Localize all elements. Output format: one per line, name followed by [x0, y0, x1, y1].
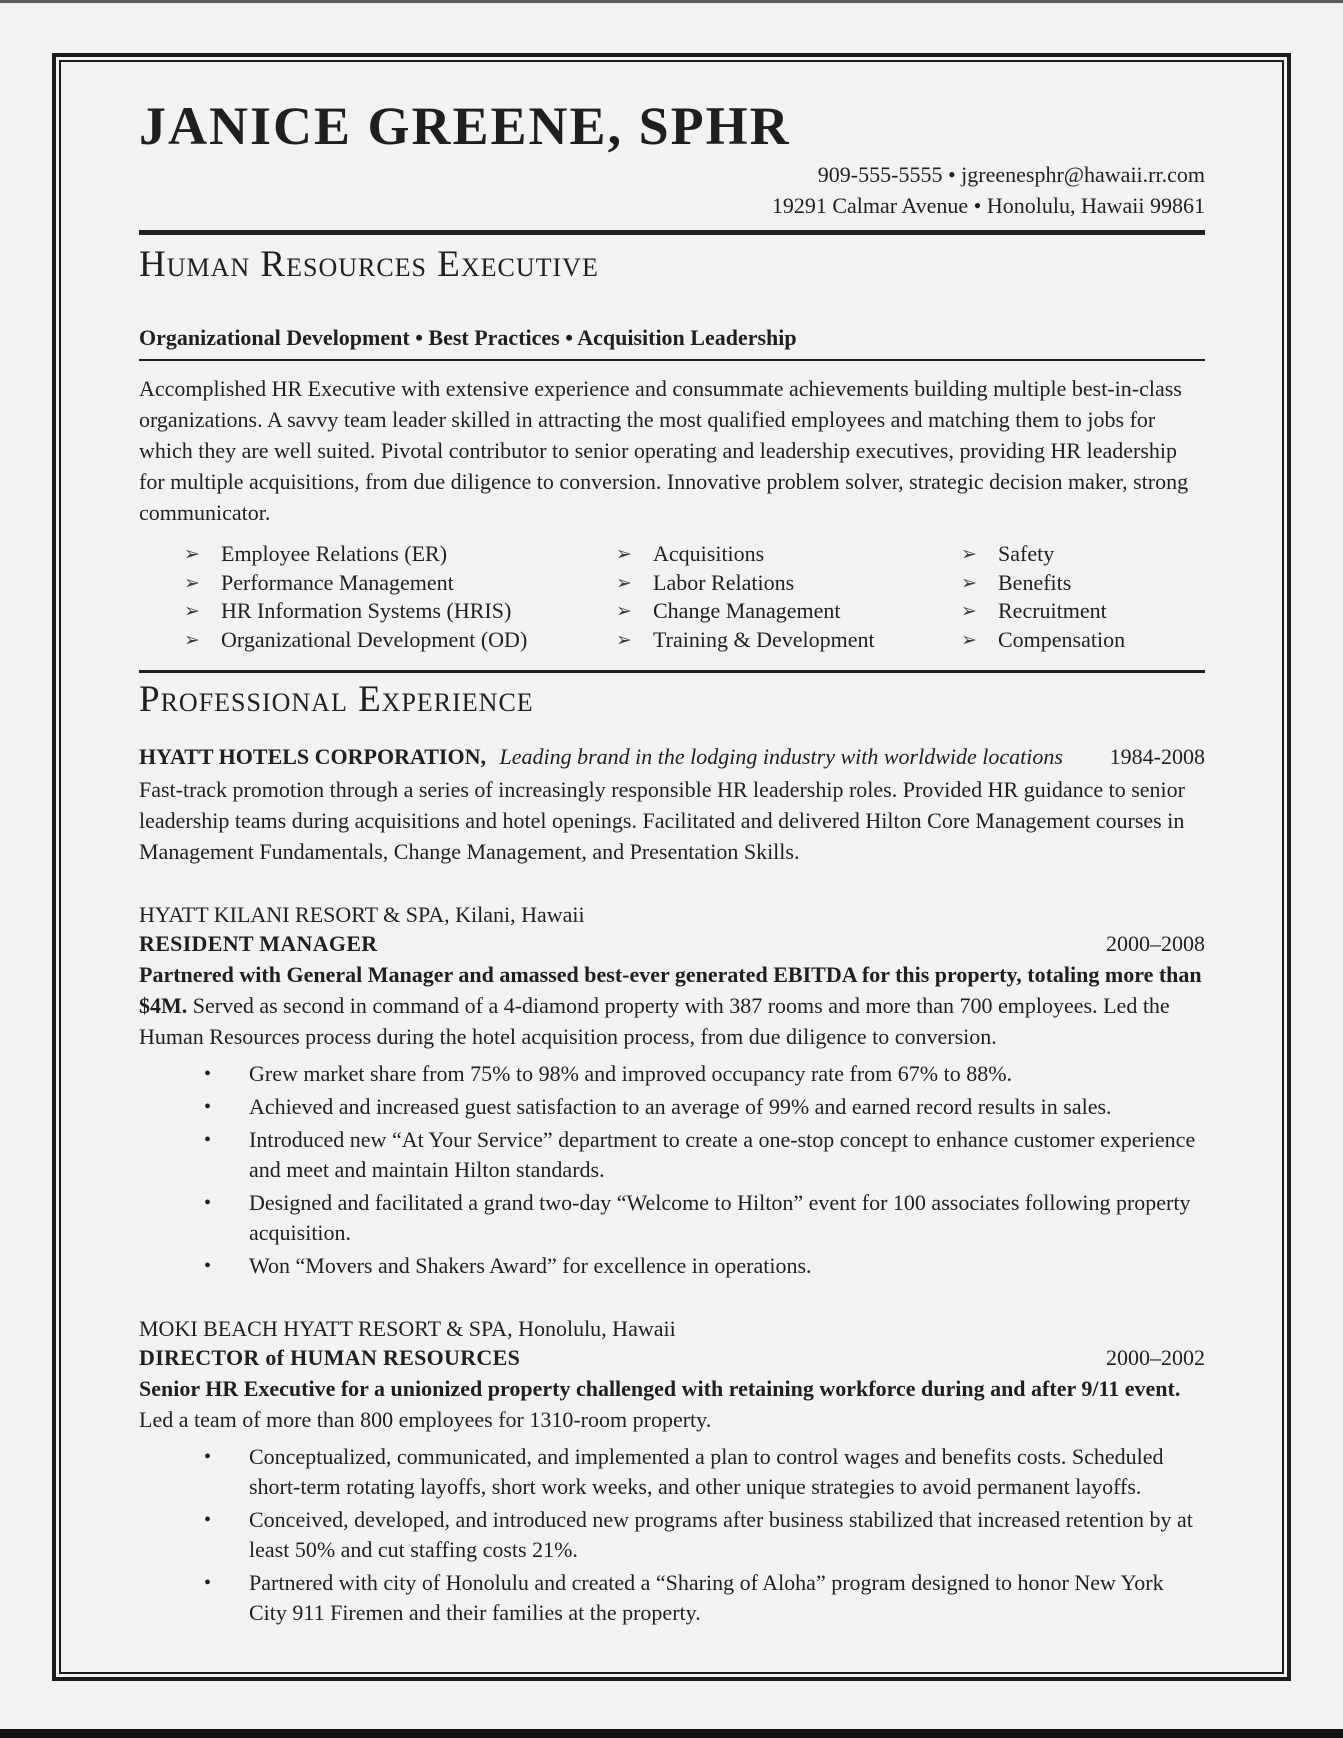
- skill-label: Employee Relations (ER): [221, 541, 448, 566]
- job-bullet-list: [139, 1059, 1205, 1281]
- skill-item: [184, 569, 616, 598]
- skill-item: [961, 626, 1205, 655]
- job-lead-paragraph: [139, 1373, 1205, 1435]
- list-item: [139, 1568, 1205, 1628]
- skill-label: Labor Relations: [653, 569, 795, 595]
- arrow-bullet-icon: ➢: [961, 628, 977, 651]
- section-divider: [139, 670, 1205, 673]
- company-name-desc: [139, 742, 1063, 771]
- dot-bullet-icon: •: [204, 1509, 212, 1531]
- company-dates: 1984-2008: [1109, 744, 1205, 769]
- skill-item: [184, 540, 616, 569]
- job-lead-highlight: Partnered with General Manager and amassed best-ever generated EBITDA for this property, totaling more than $4M.: [139, 962, 1202, 1018]
- list-item: [139, 1188, 1205, 1248]
- arrow-bullet-icon: ➢: [184, 628, 200, 651]
- bullet-text: Introduced new “At Your Service” department to create a one-stop concept to enhance customer experience and meet and maintain Hilton standards.: [249, 1127, 1196, 1182]
- skill-label: Compensation: [998, 626, 1126, 652]
- list-item: [139, 1251, 1205, 1281]
- list-item: [139, 1059, 1205, 1089]
- arrow-bullet-icon: ➢: [616, 571, 632, 594]
- bullet-text: Designed and facilitated a grand two-day “Welcome to Hilton” event for 100 associates following property acquisition.: [249, 1190, 1191, 1245]
- skill-label: HR Information Systems (HRIS): [221, 598, 512, 623]
- list-item: [139, 1092, 1205, 1122]
- candidate-name: JANICE GREENE, SPHR: [139, 96, 791, 156]
- dot-bullet-icon: •: [204, 1446, 212, 1468]
- list-item: [139, 1505, 1205, 1565]
- page-top-edge: [0, 0, 1343, 3]
- bullet-text: Achieved and increased guest satisfaction to an average of 99% and earned record results in sales.: [249, 1094, 1112, 1119]
- skill-label: Recruitment: [998, 598, 1107, 623]
- skill-item: [184, 626, 616, 655]
- arrow-bullet-icon: ➢: [616, 628, 632, 651]
- role-title: Human Resources Executive: [139, 244, 599, 285]
- job-lead-paragraph: [139, 959, 1205, 1052]
- job-dates: 2000–2002: [1106, 1345, 1205, 1370]
- job-location: HYATT KILANI RESORT & SPA, Kilani, Hawaii: [139, 902, 585, 927]
- company-name: HYATT HOTELS CORPORATION,: [139, 744, 486, 769]
- arrow-bullet-icon: ➢: [184, 571, 200, 594]
- skill-item: [961, 569, 1205, 598]
- arrow-bullet-icon: ➢: [616, 543, 632, 565]
- experience-heading: Professional Experience: [139, 679, 534, 720]
- job-title: RESIDENT MANAGER: [139, 931, 378, 956]
- arrow-bullet-icon: ➢: [961, 543, 977, 565]
- summary-paragraph: Accomplished HR Executive with extensive experience and consummate achievements building multiple best-in-class organizations. A savvy team leader skilled in attracting the most qualified employees and matching them to jobs for which they are well suited. Pivotal contributor to senior operating and leadership executives, providing HR leadership for multiple acquisitions, from due diligence to conversion. Innovative problem solver, strategic decision maker, strong communicator.: [139, 376, 1189, 525]
- skills-grid: [139, 540, 1205, 654]
- bullet-text: Won “Movers and Shakers Award” for excellence in operations.: [249, 1253, 812, 1278]
- contact-phone-email: 909-555-5555 • jgreenesphr@hawaii.rr.com: [817, 162, 1205, 187]
- dot-bullet-icon: •: [204, 1063, 212, 1085]
- skill-item: [961, 540, 1205, 569]
- company-summary: Fast-track promotion through a series of increasingly responsible HR leadership roles. Provided HR guidance to senior leadership teams during acquisitions and hotel openings. Facilitated and delivered Hilton Core Management courses in Management Fundamentals, Change Management, and Presentation Skills.: [139, 777, 1185, 864]
- company-header: [139, 742, 1205, 771]
- skill-label: Safety: [998, 541, 1055, 566]
- skill-label: Benefits: [998, 569, 1072, 595]
- skill-item: [616, 569, 961, 598]
- job-title-line: [139, 1343, 1205, 1373]
- bullet-text: Conceived, developed, and introduced new programs after business stabilized that increased retention by at least 50% and cut staffing costs 21%.: [249, 1507, 1193, 1562]
- page-bottom-edge: [0, 1729, 1343, 1738]
- dot-bullet-icon: •: [204, 1255, 212, 1277]
- job-bullet-list: [139, 1442, 1205, 1628]
- summary-tagline: Organizational Development • Best Practices • Acquisition Leadership: [139, 325, 1205, 361]
- dot-bullet-icon: •: [204, 1129, 212, 1151]
- skill-label: Acquisitions: [653, 541, 765, 566]
- dot-bullet-icon: •: [204, 1572, 212, 1594]
- job-title-line: [139, 929, 1205, 959]
- arrow-bullet-icon: ➢: [616, 600, 632, 622]
- bullet-text: Conceptualized, communicated, and implemented a plan to control wages and benefits costs. Scheduled short-term rotating layoffs, short work weeks, and other unique strategies to avoid permanent layoffs.: [249, 1444, 1164, 1499]
- bullet-text: Grew market share from 75% to 98% and improved occupancy rate from 67% to 88%.: [249, 1061, 1013, 1086]
- job-lead-highlight: Senior HR Executive for a unionized property challenged with retaining workforce during and after 9/11 event.: [139, 1376, 1181, 1401]
- skill-item: [961, 597, 1205, 626]
- skill-label: Change Management: [653, 598, 841, 623]
- skill-item: [184, 597, 616, 626]
- list-item: [139, 1125, 1205, 1185]
- dot-bullet-icon: •: [204, 1096, 212, 1118]
- job-lead-rest: Served as second in command of a 4-diamond property with 387 rooms and more than 700 employees. Led the Human Resources process during the hotel acquisition process, from due diligence to conversion.: [139, 993, 1170, 1049]
- skill-label: Organizational Development (OD): [221, 626, 528, 652]
- job-dates: 2000–2008: [1106, 931, 1205, 956]
- job-title: DIRECTOR of HUMAN RESOURCES: [139, 1345, 521, 1370]
- arrow-bullet-icon: ➢: [184, 543, 200, 565]
- company-descriptor: Leading brand in the lodging industry with worldwide locations: [499, 744, 1063, 769]
- dot-bullet-icon: •: [204, 1192, 212, 1214]
- contact-address: 19291 Calmar Avenue • Honolulu, Hawaii 99861: [771, 193, 1205, 218]
- bullet-text: Partnered with city of Honolulu and created a “Sharing of Aloha” program designed to honor New York City 911 Firemen and their families at the property.: [249, 1570, 1164, 1625]
- header-divider: [139, 230, 1205, 235]
- contact-block: [139, 159, 1205, 221]
- job-location: MOKI BEACH HYATT RESORT & SPA, Honolulu, Hawaii: [139, 1316, 676, 1341]
- resume-content: [139, 97, 1205, 1631]
- skill-label: Training & Development: [653, 626, 875, 652]
- arrow-bullet-icon: ➢: [184, 600, 200, 622]
- skill-item: [616, 597, 961, 626]
- job-entry: [139, 901, 1205, 1281]
- skill-item: [616, 540, 961, 569]
- list-item: [139, 1442, 1205, 1502]
- skill-label: Performance Management: [221, 569, 454, 595]
- job-lead-rest: Led a team of more than 800 employees for 1310-room property.: [139, 1407, 712, 1432]
- document-border-frame: [52, 53, 1291, 1681]
- job-entry: [139, 1315, 1205, 1628]
- arrow-bullet-icon: ➢: [961, 600, 977, 622]
- skill-item: [616, 626, 961, 655]
- arrow-bullet-icon: ➢: [961, 571, 977, 594]
